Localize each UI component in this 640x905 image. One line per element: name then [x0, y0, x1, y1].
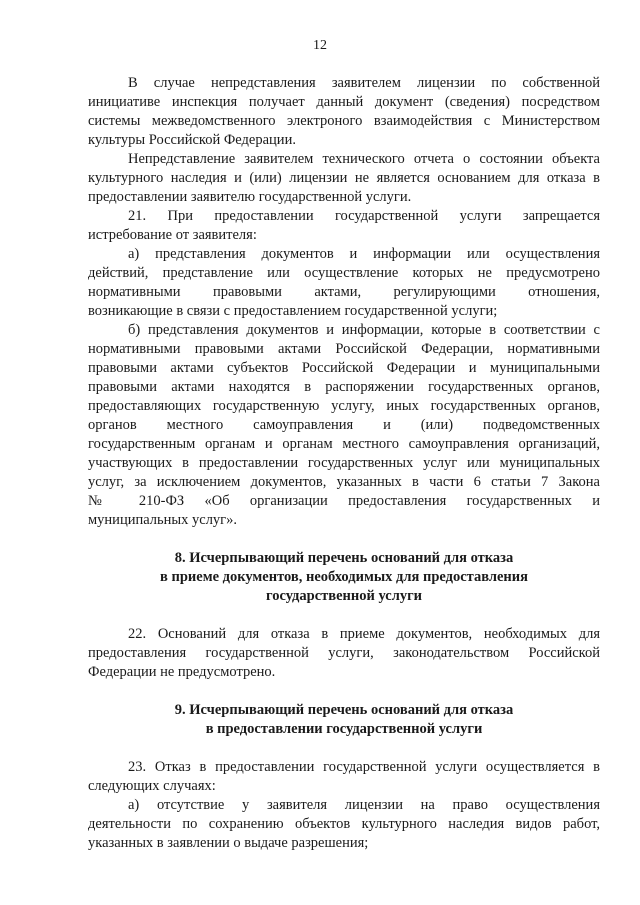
paragraph-21-b — [88, 321, 600, 530]
text-line: услуг, за исключением документов, указанных в части 6 статьи 7 Закона — [88, 474, 600, 490]
paragraph-21 — [88, 207, 600, 245]
text-line: В случае непредставления заявителем лицензии по собственной — [128, 75, 600, 91]
text-line: культурного наследия и (или) лицензии не является основанием для отказа в — [88, 170, 600, 186]
paragraph-license-request — [88, 74, 600, 150]
text-line: возникающие в связи с предоставлением государственной услуги; — [88, 303, 498, 319]
heading-line: в предоставлении государственной услуги — [205, 721, 483, 737]
text-line: нормативными правовыми актами Российской Федерации, нормативными — [88, 341, 600, 357]
text-line: системы межведомственного электроного взаимодействия с Министерством — [88, 113, 600, 129]
section-heading-8 — [88, 549, 600, 606]
text-line: № 210-ФЗ «Об организации предоставления государственных и — [88, 493, 600, 509]
paragraph-technical-report — [88, 150, 600, 207]
text-line: правовыми актами субъектов Российской Федерации и муниципальными — [88, 360, 600, 376]
text-line: б) представления документов и информации, которые в соответствии с — [128, 322, 600, 338]
text-line: государственным органам и органам местного самоуправления организаций, — [88, 436, 600, 452]
text-line: предоставляющих государственную услугу, иных государственных органов, — [88, 398, 600, 414]
text-line: предоставления государственной услуги, законодательством Российской — [88, 645, 600, 661]
heading-line: государственной услуги — [265, 588, 423, 604]
text-line: муниципальных услуг». — [88, 512, 238, 528]
text-line: 22. Оснований для отказа в приеме документов, необходимых для — [128, 626, 600, 642]
text-line: деятельности по сохранению объектов культурного наследия видов работ, — [88, 816, 600, 832]
text-line: а) представления документов и информации или осуществления — [128, 246, 600, 262]
text-line: действий, представление или осуществление которых не предусмотрено — [88, 265, 600, 281]
text-line: правовыми актами находятся в распоряжении государственных органов, — [88, 379, 600, 395]
heading-line: в приеме документов, необходимых для предоставления — [160, 569, 528, 585]
text-line: 23. Отказ в предоставлении государственной услуги осуществляется в — [128, 759, 600, 775]
text-line: органов местного самоуправления и (или) подведомственных — [88, 417, 600, 433]
heading-line: 9. Исчерпывающий перечень оснований для отказа — [174, 702, 514, 718]
text-line: истребование от заявителя: — [88, 227, 257, 243]
text-line: Федерации не предусмотрено. — [88, 664, 276, 680]
document-body — [88, 74, 600, 853]
text-line: указанных в заявлении о выдаче разрешения; — [88, 835, 369, 851]
text-line: культуры Российской Федерации. — [88, 132, 296, 148]
heading-line: 8. Исчерпывающий перечень оснований для отказа — [174, 550, 514, 566]
text-line: 21. При предоставлении государственной услуги запрещается — [128, 208, 600, 224]
text-line: а) отсутствие у заявителя лицензии на право осуществления — [128, 797, 600, 813]
paragraph-23 — [88, 758, 600, 796]
paragraph-21-a — [88, 245, 600, 321]
text-line: инициативе инспекция получает данный документ (сведения) посредством — [88, 94, 600, 110]
paragraph-22 — [88, 625, 600, 682]
section-heading-9 — [88, 701, 600, 739]
text-line: нормативными правовыми актами, регулирующими отношения, — [88, 284, 600, 300]
text-line: Непредставление заявителем технического отчета о состоянии объекта — [128, 151, 600, 167]
paragraph-23-a — [88, 796, 600, 853]
text-line: следующих случаях: — [88, 778, 216, 794]
page-number: 12 — [313, 38, 327, 53]
text-line: участвующих в предоставлении государственных услуг или муниципальных — [88, 455, 600, 471]
text-line: предоставлении заявителю государственной услуги. — [88, 189, 412, 205]
